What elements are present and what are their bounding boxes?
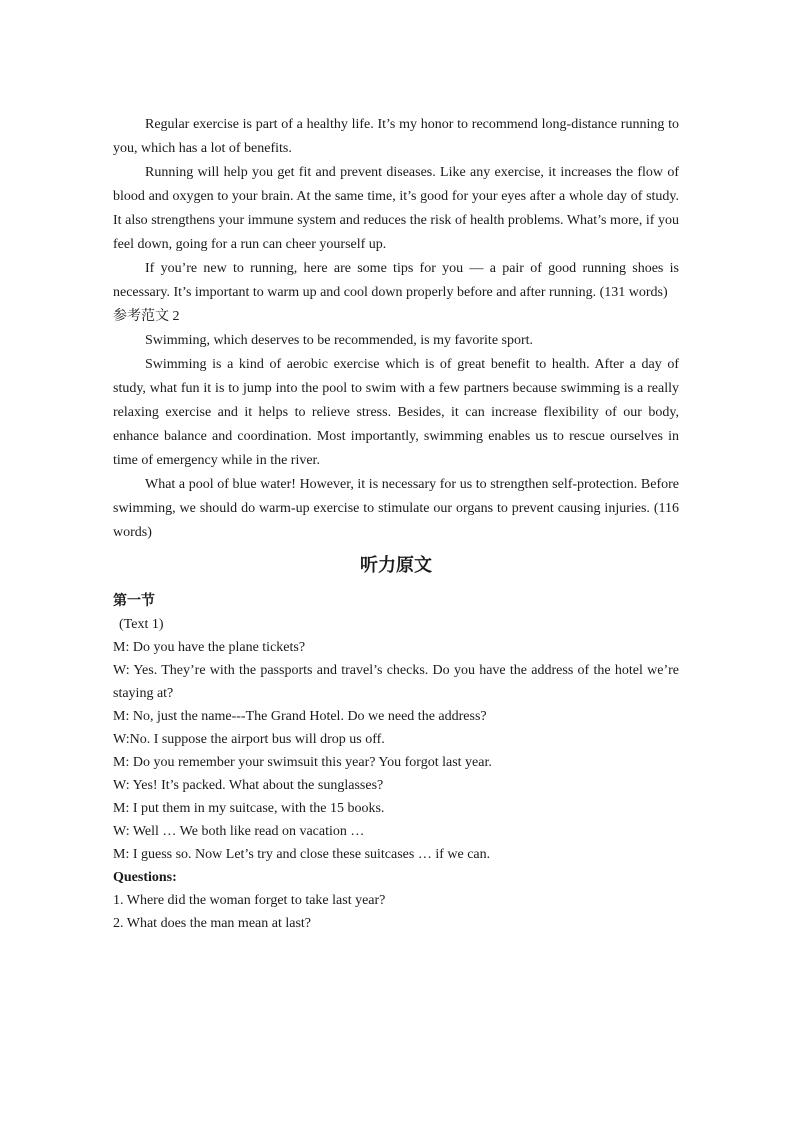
essay2-paragraph-1: Swimming, which deserves to be recommended, is my favorite sport. (145, 333, 534, 348)
questions-label: Questions: (113, 870, 177, 885)
document-page (113, 113, 679, 935)
dialogue-line: M: Do you have the plane tickets? (113, 640, 306, 655)
dialogue-line: W:No. I suppose the airport bus will drop us off. (113, 732, 385, 747)
dialogue-line: W: Yes! It’s packed. What about the sunglasses? (113, 778, 384, 793)
text-label: (Text 1) (119, 617, 164, 632)
dialogue-line: W: Yes. They’re with the passports and travel’s checks. Do you have the address of the hotel we’re staying at? (113, 663, 679, 701)
essay1-paragraph-3: If you’re new to running, here are some tips for you — a pair of good running shoes is necessary. It’s important to warm up and cool down properly before and after running. (131 words) (113, 261, 679, 300)
listening-title: 听力原文 (360, 555, 432, 576)
question-item: 1. Where did the woman forget to take last year? (113, 893, 386, 908)
essay2-paragraph-2: Swimming is a kind of aerobic exercise which is of great benefit to health. After a day of study, what fun it is to jump into the pool to swim with a few partners because swimming is a really relaxing exercise and it helps to relieve stress. Besides, it can increase flexibility of our body, enhance balance and coordination. Most importantly, swimming enables us to rescue ourselves in time of emergency while in the river. (113, 357, 679, 468)
dialogue-line: W: Well … We both like read on vacation … (113, 824, 365, 839)
section-heading: 第一节 (113, 593, 155, 609)
essay2-label: 参考范文 2 (113, 309, 180, 324)
essay1-paragraph-2: Running will help you get fit and prevent diseases. Like any exercise, it increases the flow of blood and oxygen to your brain. At the same time, it’s good for your eyes after a whole day of study. It also strengthens your immune system and reduces the risk of health problems. What’s more, if you feel down, going for a run can cheer yourself up. (113, 165, 679, 252)
dialogue-line: M: I guess so. Now Let’s try and close these suitcases … if we can. (113, 847, 491, 862)
dialogue-line: M: I put them in my suitcase, with the 15 books. (113, 801, 385, 816)
question-item: 2. What does the man mean at last? (113, 916, 312, 931)
essay1-paragraph-1: Regular exercise is part of a healthy life. It’s my honor to recommend long-distance running to you, which has a lot of benefits. (113, 117, 679, 156)
essay2-paragraph-3: What a pool of blue water! However, it is necessary for us to strengthen self-protection. Before swimming, we should do warm-up exercise to stimulate our organs to prevent causing injuries. (116 words) (113, 477, 679, 540)
dialogue-line: M: Do you remember your swimsuit this year? You forgot last year. (113, 755, 492, 770)
dialogue-line: M: No, just the name---The Grand Hotel. Do we need the address? (113, 709, 487, 724)
